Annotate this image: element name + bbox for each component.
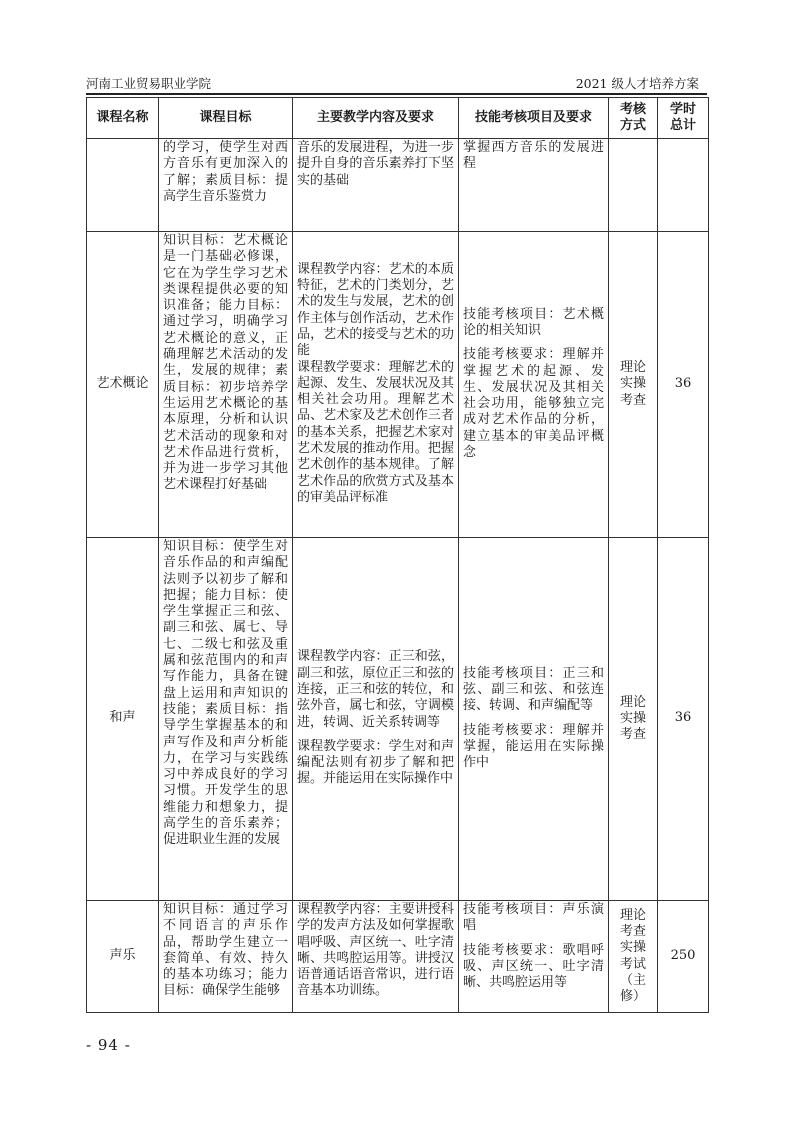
content-paragraph: 课程教学要求：理解艺术的起源、发生、发展状况及其相关社会功用。理解艺术品、艺术家及艺术创作三者的基本关系，把握艺术家对艺术发展的推动作用。把握艺术创作的基本规律。了解艺术作品的欣赏方式及基本的审美品评标准 [297,359,454,505]
skill-assessment-cell: 掌握西方音乐的发展进程 [459,139,609,232]
col-header-skill-assessment: 技能考核项目及要求 [459,98,609,139]
content-paragraph: 课程教学内容：艺术的本质特征，艺术的门类划分，艺术的发生与发展，艺术的创作主体与创作活动，艺术作品，艺术的接受与艺术的功能 [297,261,454,359]
course-goal-cell: 知识目标：艺术概论是一门基础必修课，它在为学生学习艺术类课程提供必要的知识准备；能力目标：通过学习，明确学习艺术概论的意义，正确理解艺术活动的发生，发展的规律；素质目标：初步培养学生运用艺术概论的基本原理，分析和认识艺术活动的现象和对艺术作品进行赏析，并为进一步学习其他艺术课程打好基础 [159,232,293,538]
assessment-method-cell: 理论实操考查 [609,232,658,538]
skill-paragraph: 技能考核要求：歌唱呼吸、声区统一、吐字清晰、共鸣腔运用等 [463,942,604,991]
page-number: - 94 - [86,1036,131,1054]
header-rule [86,93,707,95]
assessment-method-cell [609,139,658,232]
table-row [87,901,709,1013]
skill-paragraph: 技能考核项目：正三和弦、副三和弦、和弦连接、转调、和声编配等 [463,665,604,714]
course-goal-cell: 知识目标：使学生对音乐作品的和声编配法则予以初步了解和把握；能力目标：使学生掌握正三和弦、副三和弦、属七、导七、二级七和弦及重属和弦范围内的和声写作能力，具备在键盘上运用和声知识的技能；素质目标：指导学生掌握基本的和声写作及和声分析能力，在学习与实践练习中养成良好的学习习惯。开发学生的思维能力和想象力，提高学生的音乐素养；促进职业生涯的发展 [159,538,293,901]
teaching-content-cell [293,232,459,538]
teaching-content-cell: 音乐的发展进程，为进一步提升自身的音乐素养打下坚实的基础 [293,139,459,232]
content-paragraph: 课程教学内容：正三和弦，副三和弦，原位正三和弦的连接，正三和弦的转位，和弦外音，属七和弦，守调模进，转调、近关系转调等 [297,649,454,730]
col-header-total-hours: 学时总计 [658,98,709,139]
teaching-content-cell: 课程教学内容：主要讲授科学的发声方法及如何掌握歌唱呼吸、声区统一、吐字清晰、共鸣腔运用等。讲授汉语普通话语音常识，进行语音基本功训练。 [293,901,459,1013]
header-school-name: 河南工业贸易职业学院 [86,76,212,91]
teaching-content-cell [293,538,459,901]
skill-paragraph: 技能考核要求：理解并掌握艺术的起源、发生、发展状况及其相关社会功用，能够独立完成对艺术作品的分析，建立基本的审美品评概念 [463,347,604,461]
course-name-cell [87,139,159,232]
skill-paragraph: 技能考核项目：声乐演唱 [463,902,604,934]
assessment-method-cell: 理论实操考查 [609,538,658,901]
course-name-cell: 艺术概论 [87,232,159,538]
table-header-row [87,98,709,139]
course-goal-cell: 的学习，使学生对西方音乐有更加深入的了解；素质目标：提高学生音乐鉴赏力 [159,139,293,232]
col-header-course-goal: 课程目标 [159,98,293,139]
course-goal-cell: 知识目标：通过学习不同语言的声乐作品，帮助学生建立一套简单、有效、持久的基本功练习；能力目标：确保学生能够 [159,901,293,1013]
table-row [87,139,709,232]
table-row [87,232,709,538]
skill-paragraph: 技能考核项目：艺术概论的相关知识 [463,306,604,338]
table-row [87,538,709,901]
skill-paragraph: 技能考核要求：理解并掌握，能运用在实际操作中 [463,722,604,771]
total-hours-cell: 36 [658,538,709,901]
content-paragraph: 课程教学要求：学生对和声编配法则有初步了解和把握。并能运用在实际操作中 [297,738,454,787]
col-header-teaching-content: 主要教学内容及要求 [293,98,459,139]
col-header-course-name: 课程名称 [87,98,159,139]
skill-assessment-cell [459,901,609,1013]
skill-assessment-cell [459,232,609,538]
course-name-cell: 和声 [87,538,159,901]
total-hours-cell [658,139,709,232]
header-plan-title: 2021 级人才培养方案 [575,76,699,91]
assessment-method-cell: 理论考查实操考试（主修） [609,901,658,1013]
course-table [86,97,709,1013]
skill-assessment-cell [459,538,609,901]
course-name-cell: 声乐 [87,901,159,1013]
total-hours-cell: 36 [658,232,709,538]
col-header-assessment-method: 考核方式 [609,98,658,139]
total-hours-cell: 250 [658,901,709,1013]
